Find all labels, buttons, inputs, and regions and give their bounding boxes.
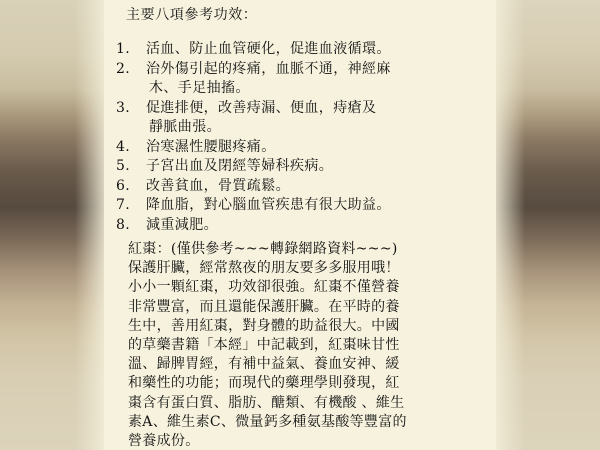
effect-text	[146, 177, 466, 197]
note-line: 的草藥書籍「本經」中記載到，紅棗味甘性	[128, 337, 400, 354]
effect-number: 5.	[116, 158, 131, 174]
effect-number: 7.	[116, 197, 131, 213]
note-line: 素A、維生素C、微量鈣多種氨基酸等豐富的	[128, 413, 407, 430]
effect-line: 減重減肥。	[146, 216, 218, 233]
effect-text	[146, 216, 466, 236]
effect-line: 促進排便，改善痔漏、便血，痔瘡及	[146, 99, 377, 116]
right-background-band	[495, 0, 600, 450]
note-line: 生中，善用紅棗，對身體的助益很大。中國	[128, 317, 400, 334]
effect-line: 木、手足抽搐。	[149, 80, 250, 96]
effect-number: 4.	[116, 138, 131, 155]
effect-number: 6.	[116, 177, 131, 194]
effect-text	[146, 138, 466, 158]
left-background-band	[0, 0, 105, 450]
effect-number: 3.	[116, 99, 131, 116]
note-title: 紅棗：(僅供參考~~~轉錄網路資料~~~)	[128, 241, 398, 257]
effect-number: 2.	[116, 60, 131, 77]
effect-number: 8.	[116, 216, 131, 233]
effect-item	[116, 99, 466, 138]
note-line: 保護肝臟，經常熬夜的朋友要多多服用哦！	[128, 260, 400, 277]
note-line: 棗含有蛋白質、脂肪、醣類、有機酸 、維生	[128, 394, 405, 411]
effects-list	[116, 40, 466, 235]
effect-line: 治寒濕性腰腿疼痛。	[146, 138, 276, 155]
effect-item	[116, 216, 466, 236]
jujube-note	[128, 240, 483, 450]
effect-text	[146, 40, 466, 60]
effect-line: 活血、防止血管硬化，促進血液循環。	[146, 41, 391, 57]
effect-item	[116, 157, 466, 177]
effect-item	[116, 196, 466, 216]
effect-text	[146, 99, 466, 138]
effect-line: 子宮出血及閉經等婦科疾病。	[146, 158, 334, 174]
note-line: 營養成份。	[128, 433, 200, 450]
note-line: 小小一顆紅棗，功效卻很強。紅棗不僅營養	[128, 279, 400, 296]
effect-text	[146, 196, 466, 216]
effect-line: 改善貧血，骨質疏鬆。	[146, 177, 290, 194]
effect-text	[146, 157, 466, 177]
effect-item	[116, 177, 466, 197]
effect-line: 靜脈曲張。	[149, 119, 221, 135]
effect-item	[116, 138, 466, 158]
effect-line: 治外傷引起的疼痛，血脈不通，神經麻	[146, 60, 391, 77]
page-heading: 主要八項參考功效：	[126, 7, 258, 23]
effect-line: 降血脂，對心腦血管疾患有很大助益。	[146, 197, 391, 213]
effect-item	[116, 40, 466, 60]
note-line: 溫、歸脾胃經，有補中益氣、養血安神、緩	[128, 356, 400, 373]
note-line: 和藥性的功能；而現代的藥理學則發現，紅	[128, 375, 400, 392]
effect-text	[146, 60, 466, 99]
effect-item	[116, 60, 466, 99]
effect-number: 1.	[116, 41, 131, 57]
note-line: 非常豐富，而且還能保護肝臟。在平時的養	[128, 298, 400, 315]
